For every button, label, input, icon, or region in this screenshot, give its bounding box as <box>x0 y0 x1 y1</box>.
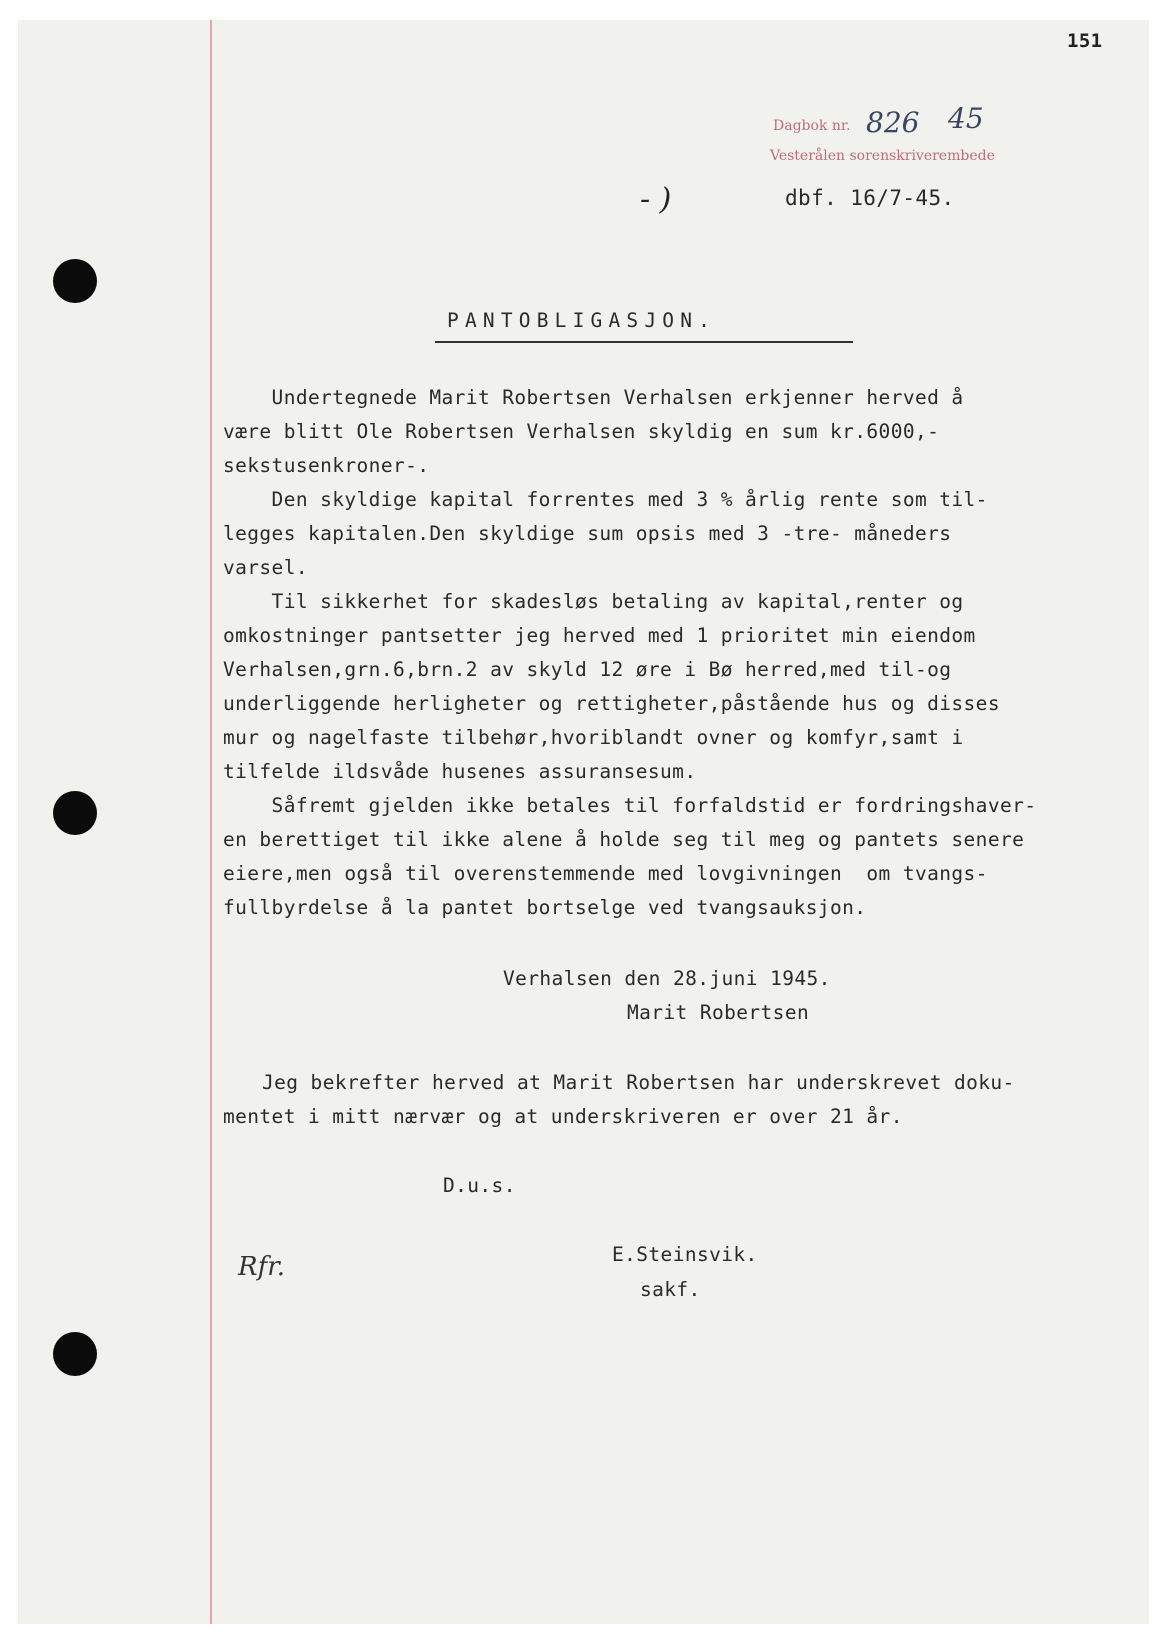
attesting-title: sakf. <box>640 1278 701 1301</box>
attesting-name: E.Steinsvik. <box>612 1243 758 1266</box>
body-line: omkostninger pantsetter jeg herved med 1 prioritet min eiendom <box>223 624 976 647</box>
body-line: være blitt Ole Robertsen Verhalsen skyldig en sum kr.6000,- <box>223 420 940 443</box>
punch-hole <box>53 791 97 835</box>
dus-abbreviation: D.u.s. <box>443 1174 516 1197</box>
body-line: Undertegnede Marit Robertsen Verhalsen erkjenner herved å <box>223 386 964 409</box>
handwritten-initials: Rfr. <box>238 1252 286 1282</box>
witness-line: mentet i mitt nærvær og at underskriveren er over 21 år. <box>223 1105 903 1128</box>
punch-hole <box>53 1332 97 1376</box>
body-line: eiere,men også til overenstemmende med lovgivningen om tvangs- <box>223 862 988 885</box>
registration-date: dbf. 16/7-45. <box>785 186 955 210</box>
body-line: en berettiget til ikke alene å holde seg til meg og pantets senere <box>223 828 1025 851</box>
body-line: legges kapitalen.Den skyldige sum opsis med 3 -tre- måneders <box>223 522 952 545</box>
witness-line: Jeg bekrefter herved at Marit Robertsen har underskrevet doku- <box>262 1071 1015 1094</box>
handwritten-entry-number: 826 <box>866 106 920 139</box>
body-line: Den skyldige kapital forrentes med 3 % årlig rente som til- <box>223 488 988 511</box>
document-title: PANTOBLIGASJON. <box>447 309 717 332</box>
body-line: tilfelde ildsvåde husenes assuransesum. <box>223 760 697 783</box>
place-and-date: Verhalsen den 28.juni 1945. <box>503 967 831 990</box>
body-line: fullbyrdelse å la pantet bortselge ved tvangsauksjon. <box>223 896 867 919</box>
registry-stamp-office: Vesterålen sorenskriverembede <box>770 148 995 164</box>
body-line: sekstusenkroner-. <box>223 454 430 477</box>
page-number: 151 <box>1067 30 1103 52</box>
registry-stamp-label: Dagbok nr. <box>773 118 851 134</box>
handwritten-mark: - ) <box>640 182 672 217</box>
body-line: mur og nagelfaste tilbehør,hvoriblandt ovner og komfyr,samt i <box>223 726 964 749</box>
body-line: underliggende herligheter og rettigheter,påstående hus og disses <box>223 692 1000 715</box>
title-underline <box>435 341 853 343</box>
signer-name: Marit Robertsen <box>627 1001 810 1024</box>
punch-hole <box>53 259 97 303</box>
body-line: Til sikkerhet for skadesløs betaling av kapital,renter og <box>223 590 964 613</box>
document-page <box>18 20 1149 1624</box>
body-line: Verhalsen,grn.6,brn.2 av skyld 12 øre i Bø herred,med til-og <box>223 658 952 681</box>
body-line: varsel. <box>223 556 308 579</box>
red-margin-line <box>210 20 212 1624</box>
handwritten-entry-year: 45 <box>948 102 984 135</box>
body-line: Såfremt gjelden ikke betales til forfaldstid er fordringshaver- <box>223 794 1037 817</box>
